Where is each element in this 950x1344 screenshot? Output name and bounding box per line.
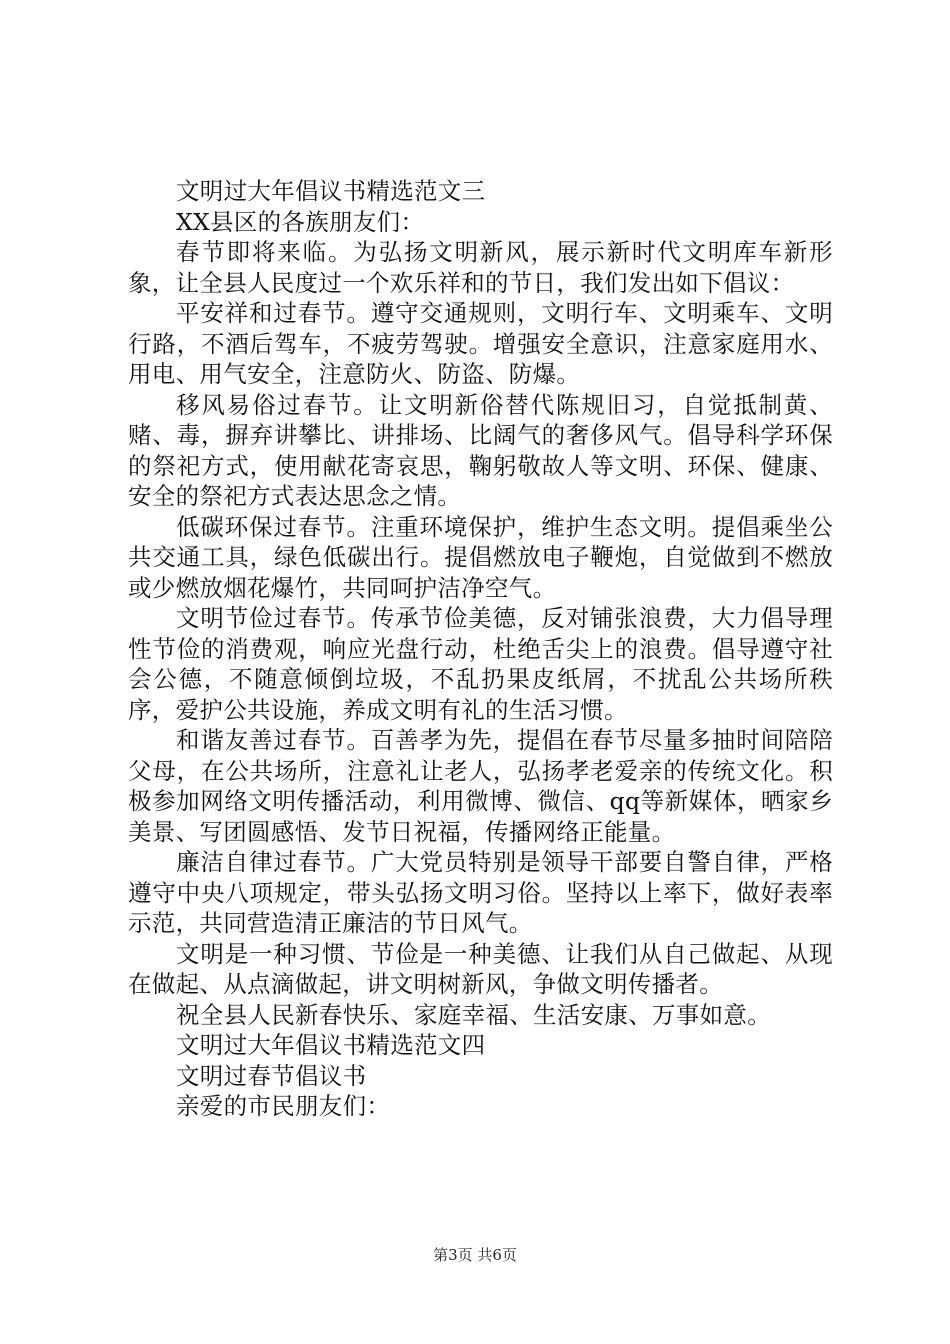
document-body	[128, 176, 833, 1122]
paragraph-frugal: 文明节俭过春节。传承节俭美德，反对铺张浪费，大力倡导理性节俭的消费观，响应光盘行动，杜绝舌尖上的浪费。倡导遵守社会公德，不随意倾倒垃圾，不乱扔果皮纸屑，不扰乱公共场所秩序，爱护公共设施，养成文明有礼的生活习惯。	[128, 604, 833, 724]
page-number-footer: 第3页 共6页	[433, 1246, 517, 1264]
heading-sample-four: 文明过大年倡议书精选范文四	[176, 1031, 486, 1059]
paragraph-wishes: 祝全县人民新春快乐、家庭幸福、生活安康、万事如意。	[176, 1000, 771, 1029]
paragraph-low-carbon: 低碳环保过春节。注重环境保护，维护生态文明。提倡乘坐公共交通工具，绿色低碳出行。提倡燃放电子鞭炮，自觉做到不燃放或少燃放烟花爆竹，共同呵护洁净空气。	[128, 512, 833, 602]
paragraph-harmony: 和谐友善过春节。百善孝为先，提倡在春节尽量多抽时间陪陪父母，在公共场所，注意礼让老人，弘扬孝老爱亲的传统文化。积极参加网络文明传播活动，利用微博、微信、qq等新媒体，晒家乡美景、写团圆感悟、发节日祝福，传播网络正能量。	[128, 726, 833, 846]
salutation-citizens: 亲爱的市民朋友们：	[176, 1092, 391, 1120]
paragraph-integrity: 廉洁自律过春节。广大党员特别是领导干部要自警自律，严格遵守中央八项规定，带头弘扬文明习俗。坚持以上率下，做好表率示范，共同营造清正廉洁的节日风气。	[128, 848, 833, 937]
heading-sample-three: 文明过大年倡议书精选范文三	[176, 177, 486, 205]
paragraph-intro: 春节即将来临。为弘扬文明新风，展示新时代文明库车新形象，让全县人民度过一个欢乐祥和的节日，我们发出如下倡议：	[128, 238, 833, 297]
paragraph-safety: 平安祥和过春节。遵守交通规则，文明行车、文明乘车、文明行路，不酒后驾车，不疲劳驾驶。增强安全意识，注意家庭用水、用电、用气安全，注意防火、防盗、防爆。	[128, 299, 833, 388]
salutation-county: XX县区的各族朋友们：	[176, 207, 425, 236]
paragraph-habit: 文明是一种习惯、节俭是一种美德、让我们从自己做起、从现在做起、从点滴做起，讲文明树新风，争做文明传播者。	[128, 939, 833, 998]
paragraph-customs: 移风易俗过春节。让文明新俗替代陈规旧习，自觉抵制黄、赌、毒，摒弃讲攀比、讲排场、比阔气的奢侈风气。倡导科学环保的祭祀方式，使用献花寄哀思，鞠躬敬故人等文明、环保、健康、安全的祭祀方式表达思念之情。	[128, 390, 833, 510]
heading-proposal: 文明过春节倡议书	[176, 1061, 367, 1090]
